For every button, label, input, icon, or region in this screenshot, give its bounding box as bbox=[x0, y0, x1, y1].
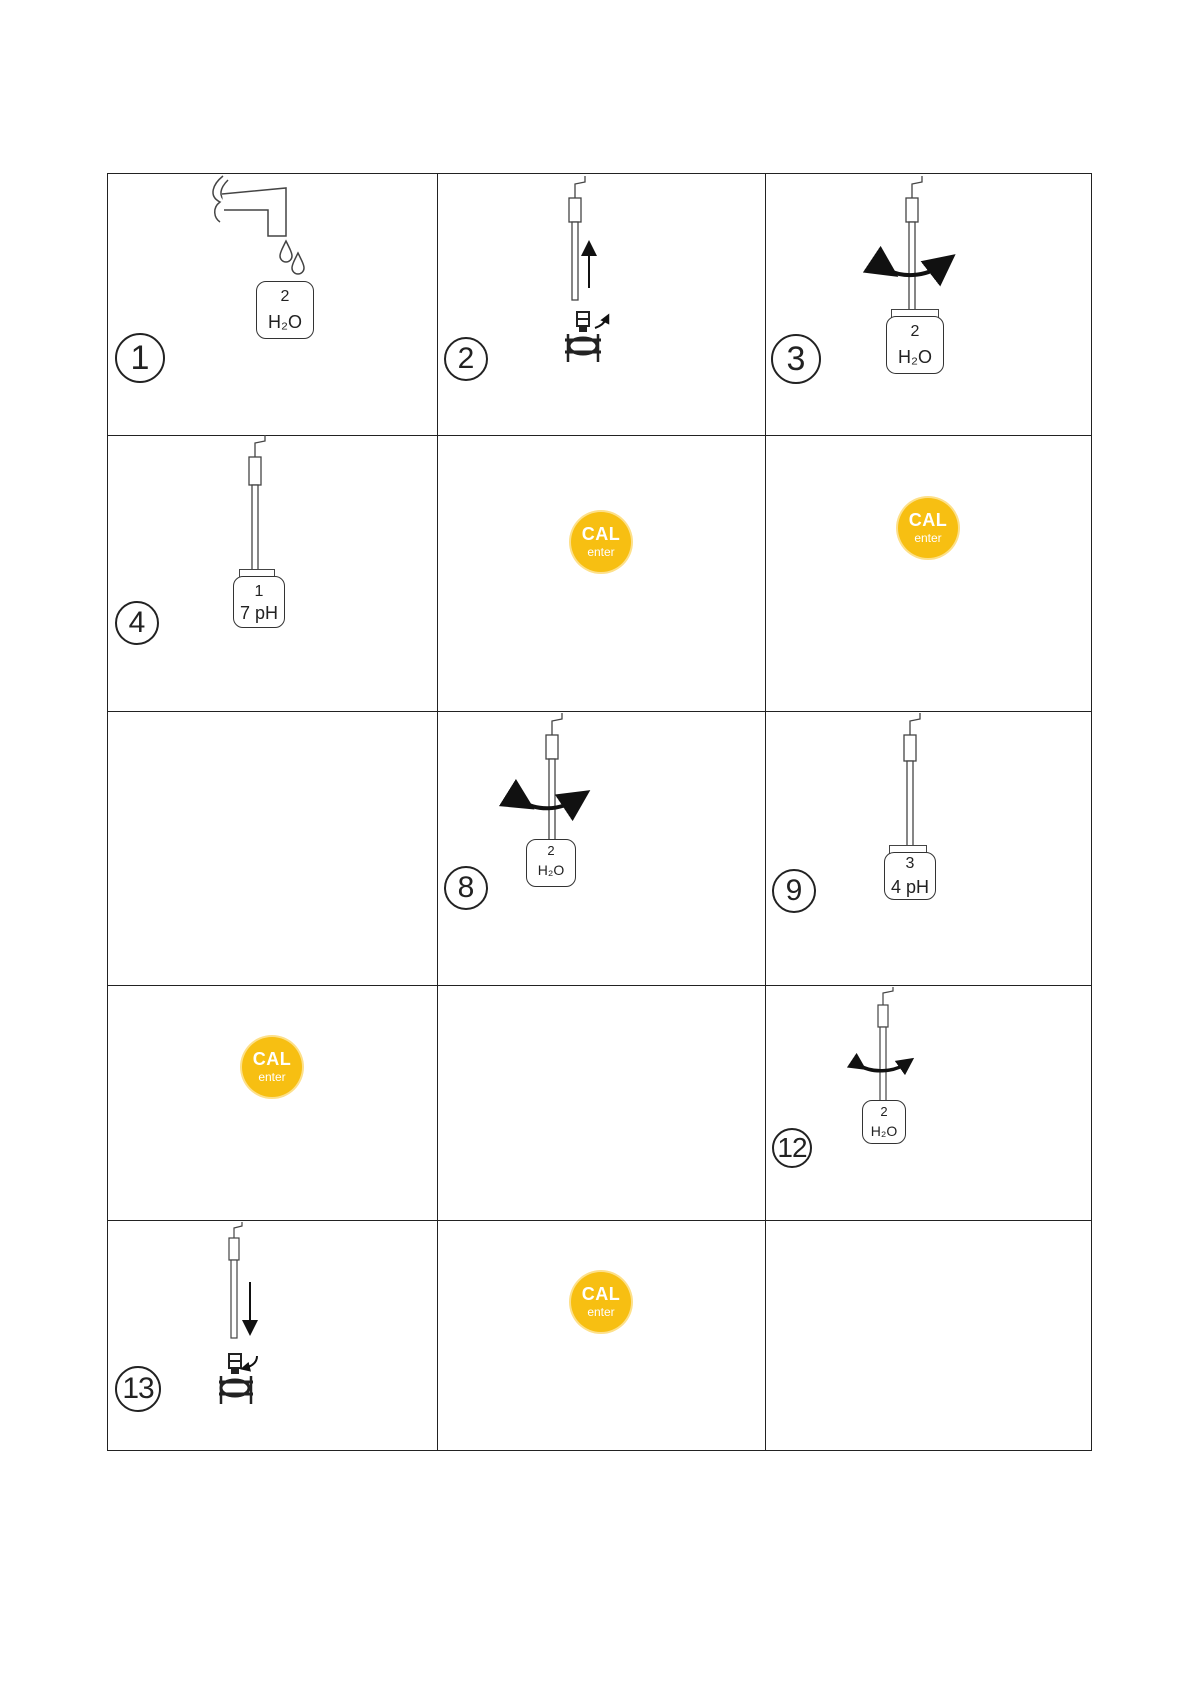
bottle-number: 2 bbox=[880, 1104, 888, 1119]
cal-enter-button bbox=[571, 1272, 631, 1332]
cell-5 bbox=[437, 435, 765, 711]
probe-icon bbox=[853, 987, 933, 1107]
cal-label: CAL bbox=[581, 524, 621, 544]
bottle-label: H₂O bbox=[537, 862, 565, 878]
bottle-number: 1 bbox=[254, 583, 264, 600]
cell-step-9 bbox=[765, 711, 1093, 985]
bottle-number: 2 bbox=[280, 288, 290, 305]
cal-label: CAL bbox=[581, 1284, 621, 1304]
probe-icon bbox=[242, 435, 302, 585]
step-number: 9 bbox=[772, 869, 816, 913]
cell-step-2 bbox=[437, 174, 765, 435]
enter-label: enter bbox=[587, 1305, 615, 1319]
step-number: 3 bbox=[771, 334, 821, 384]
cal-enter-button bbox=[571, 512, 631, 572]
bottle-number: 2 bbox=[547, 843, 555, 858]
step-number: 1 bbox=[115, 333, 165, 383]
probe-icon bbox=[895, 713, 955, 853]
cell-step-1 bbox=[108, 174, 437, 435]
bottle-label: 7 pH bbox=[239, 603, 279, 623]
enter-label: enter bbox=[258, 1070, 286, 1084]
step-number: 8 bbox=[444, 866, 488, 910]
cell-step-12 bbox=[765, 985, 1093, 1220]
cell-step-13 bbox=[108, 1220, 437, 1452]
rinse-bottle bbox=[526, 839, 576, 887]
instruction-grid bbox=[107, 173, 1092, 1451]
pipe-clamp-icon bbox=[221, 1352, 271, 1412]
probe-icon bbox=[222, 1222, 272, 1342]
bottle-label: 4 pH bbox=[890, 877, 930, 897]
cal-enter-button bbox=[242, 1037, 302, 1097]
cell-11-empty bbox=[437, 985, 765, 1220]
buffer-bottle bbox=[233, 576, 285, 628]
bottle-number: 2 bbox=[910, 323, 920, 340]
bottle-label: H₂O bbox=[898, 347, 932, 367]
buffer-bottle bbox=[884, 852, 936, 900]
cell-14 bbox=[437, 1220, 765, 1452]
bottle-label: H₂O bbox=[870, 1123, 898, 1139]
cell-step-4 bbox=[108, 435, 437, 711]
cell-6 bbox=[765, 435, 1093, 711]
pipe-clamp-icon bbox=[565, 310, 625, 370]
cell-step-8 bbox=[437, 711, 765, 985]
cell-10 bbox=[108, 985, 437, 1220]
step-number: 2 bbox=[444, 337, 488, 381]
rinse-bottle bbox=[256, 281, 314, 339]
cell-step-3 bbox=[765, 174, 1093, 435]
bottle-label: H₂O bbox=[268, 312, 302, 332]
step-number: 13 bbox=[115, 1366, 161, 1412]
rinse-bottle bbox=[886, 316, 944, 374]
cal-enter-button bbox=[898, 498, 958, 558]
bottle-number: 3 bbox=[905, 855, 915, 872]
step-number: 4 bbox=[115, 601, 159, 645]
step-number: 12 bbox=[772, 1128, 812, 1168]
cell-15-empty bbox=[765, 1220, 1093, 1452]
enter-label: enter bbox=[587, 545, 615, 559]
cell-7-empty bbox=[108, 711, 437, 985]
cal-label: CAL bbox=[908, 510, 948, 530]
cal-label: CAL bbox=[252, 1049, 292, 1069]
enter-label: enter bbox=[914, 531, 942, 545]
rinse-bottle bbox=[862, 1100, 906, 1144]
probe-icon bbox=[515, 713, 605, 853]
water-drops-icon bbox=[272, 239, 312, 279]
probe-icon bbox=[875, 176, 965, 316]
